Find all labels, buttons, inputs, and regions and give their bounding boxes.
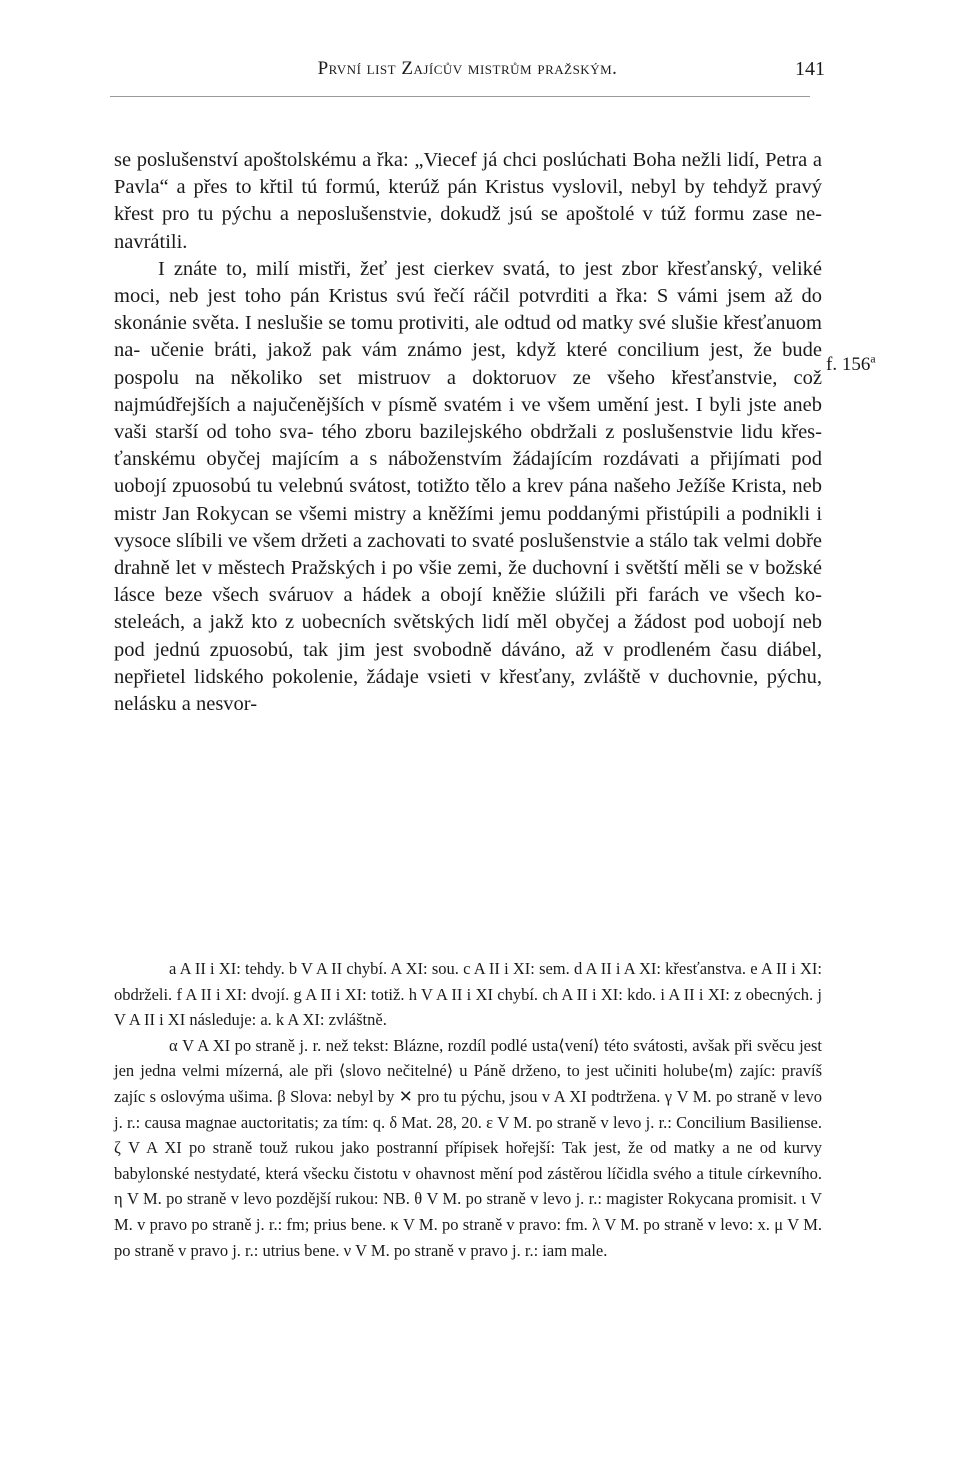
text-line: křesťanstvie, což najmúdřejších a najučenějších v písmě svatém [114,366,823,416]
text-line: a neposlušenstvie, dokudž jsú se apoštolé v túž formu zase ne- [279,203,822,226]
text-line: sváruov a hádek a obojí kněžie slúžili při farách ve všech ko- [268,584,823,607]
text-line: tého zboru bazilejského obdržali z poslušenstvie lidu křes- [321,421,822,444]
text-line: i vysoce slíbili ve všem držeti a zachovati to svaté poslušenstvie [114,502,823,552]
text-line: a stálo tak velmi dobře drahně let v městech Pražských i po všie [114,529,823,580]
footnotes-greek: α V A XI po straně j. r. než tekst: Blázne, rozdíl podlé usta⟨vení⟩ této svátosti, avšak při svěcu jest jen jedna velmi mízerná, ale při ⟨slovo nečitelné⟩ u Páně drženo, to jest učiniti holube⟨m⟩ zajíc: pravíš zajíc s oslovýma ušima. β Slova: nebyl by ✕ pro tu pýchu, jsou v A XI podtržena. γ V M. po straně v levo j. r.: causa magnae auctoritatis; za tím: q. δ Mat. 28, 20. ε V M. po straně v levo j. r.: Concilium Basiliense. ζ V A XI po straně touž rukou jako postranní přípisek hořejší: Tak jest, že od matky a ne od kurvy babylonské nestydaté, která všecku čistotu v ohavnost mění pod zástěrou líčidla svého a titule církevního. η V M. po straně v levo pozdější rukou: NB. θ V M. po straně v levo j. r.: magister Rokycana promisit. ι V M. v pravo po straně j. r.: fm; prius bene. κ V M. po straně v pravo: fm. λ V M. po straně v levo: x. μ V M. po straně v pravo j. r.: utrius bene. ν V M. po straně v pravo j. r.: iam male. [114,1035,822,1260]
header-rule [110,96,810,97]
margin-folio-text: f. 156 [826,354,871,375]
text-line: učenie bráti, jakož pak vám známo jest, když které concilium jest, [150,339,744,362]
text-line: steleách, a jakž kto z uobecních světských lidí měl obyčej a žádost [114,611,687,634]
text-line: pán Kristus vyslovil, nebyl by tehdyž pravý křest pro tu pýchu [114,176,822,226]
running-title: První list Zajícův mistrům pražským. [317,58,618,79]
text-line: ťanskému obyčej majícím a s náboženstvím žádajícím rozdávati [114,448,680,471]
footnotes [114,956,822,1263]
page-number: 141 [795,58,825,80]
text-line: I znáte to, milí mistři, žeť jest cierkev svatá, to jest zbor [158,257,659,280]
text-line: že bude pospolu na několiko set mistruov a doktoruov ze všeho [114,339,822,389]
main-text [114,147,822,718]
text-line: a krev pána našeho Ježíše Krista, neb mistr Jan Rokycan se [114,475,823,525]
text-line: se tomu protiviti, ale odtud od matky své slušie křesťanuom na- [114,312,822,362]
text-line: všemi mistry a kněžími jemu poddanými přistúpili a podnikli [298,502,811,525]
text-line: vsieti v křesťany, zvláště v duchovnie, pýchu, nelásku a nesvor- [114,665,822,716]
paragraph-2 [114,256,822,718]
text-line: i ve všem umění jest. I byli jste aneb vaši starší od toho sva- [114,393,822,444]
paragraph-1 [114,147,822,256]
text-line: zemi, že duchovní i světští měli se v božské lásce beze všech [114,557,823,607]
running-header [110,58,825,88]
text-line: navrátili. [114,230,188,253]
text-line: křesťanský, veliké moci, neb jest toho pán Kristus svú řečí ráčil [114,257,823,308]
margin-folio-sup: a [870,352,876,366]
text-line: pod uobojí neb pod jednú zpuosobú, tak jim jest svobodně dáváno, [114,611,822,661]
footnotes-latin: a A II i XI: tehdy. b V A II chybí. A XI: sou. c A II i XI: sem. d A II i A XI: křesťanstva. e A II i XI: obdrželi. f A II i XI: dvojí. g A II i XI: totiž. h V A II i XI chybí. ch A II i XI: kdo. i A II i XI: z obecných. j V A II i XI následuje: a. k A XI: zvláštně. [114,959,822,1030]
text-line: Boha nežli lidí, Petra a Pavla“ a přes to křtil tú formú, kterúž [114,149,823,199]
text-line: potvrditi a řka: S vámi jsem až do skonánie světa. I neslušie [114,285,823,335]
text-line: a přijímati pod uobojí zpuosobú tu velebnú svátost, totižto tělo [114,448,822,498]
text-line: až v prodleném času diábel, nepřietel lidského pokolenie, žádaje [114,638,823,688]
text-line: se poslušenství apoštolskému a řka: „Viecef já chci poslúchati [114,149,627,171]
margin-folio-note [826,354,876,376]
